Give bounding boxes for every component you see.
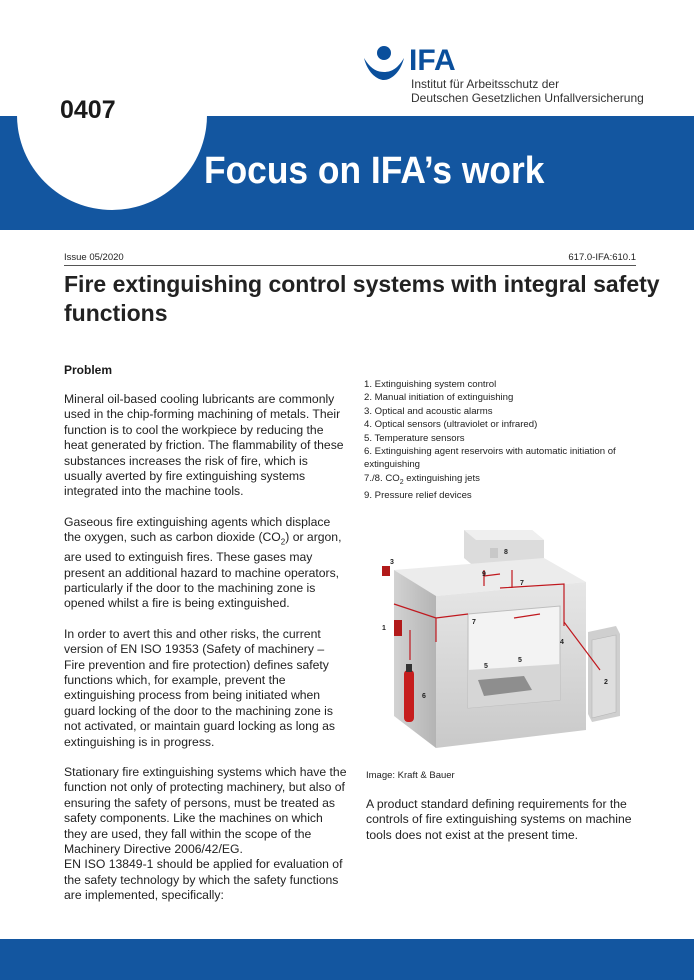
figure-caption: Image: Kraft & Bauer: [366, 770, 455, 781]
figure-legend: [364, 378, 664, 503]
institute-line-2: Deutschen Gesetzlichen Unfallversicherung: [411, 91, 644, 105]
legend-item: 2. Manual initiation of extinguishing: [364, 392, 514, 404]
issue-date: Issue 05/2020: [64, 252, 124, 263]
paragraph-3: In order to avert this and other risks, the current version of EN ISO 19353 (Safety of machinery – Fire prevention and fire protection) defines safety functions which, for example, prevent the extinguishing process from being initiated when guard locking of the door to the machining zone is not activated, or maintain guard locking as long as extinguishing is in progress.: [64, 626, 335, 749]
legend-item: 6. Extinguishing agent reservoirs with automatic initiation of extinguishing: [364, 446, 616, 471]
document-code: 617.0-IFA:610.1: [568, 252, 636, 263]
right-column-text: A product standard defining requirements for the controls of fire extinguishing systems on machine tools does not exist at the present time.: [366, 797, 632, 842]
legend-item: 4. Optical sensors (ultraviolet or infrared): [364, 419, 538, 431]
dguv-eagle-icon: [362, 44, 406, 82]
legend-item: 7./8. $CO_2$ extinguishing jets: [364, 472, 480, 486]
label-8: 8: [504, 549, 508, 556]
footer-band: [0, 939, 694, 980]
left-column: [64, 392, 348, 919]
label-4: 4: [560, 639, 564, 646]
label-3: 3: [390, 559, 394, 566]
issue-number: 0407: [60, 96, 116, 124]
section-heading: Problem: [64, 363, 113, 377]
label-2: 2: [604, 679, 608, 686]
paragraph-4: Stationary fire extinguishing systems which have the function not only of protecting machinery, but also of ensuring the safety of persons, must be treated as safety components. Like the machines on which they are used, they fall within the scope of the Machinery Directive 2006/42/EG.: [64, 764, 347, 856]
header-rule: [64, 265, 636, 266]
band-title: Focus on IFA’s work: [204, 150, 545, 192]
page-title: Fire extinguishing control systems with integral safety functions: [64, 271, 660, 326]
label-6: 6: [422, 693, 426, 700]
label-5b: 5: [518, 657, 522, 664]
legend-item: 9. Pressure relief devices: [364, 490, 472, 502]
label-7b: 7: [520, 580, 524, 587]
legend-item: 3. Optical and acoustic alarms: [364, 405, 493, 417]
label-1: 1: [382, 625, 386, 632]
ifa-logo: [362, 44, 652, 104]
label-7a: 7: [472, 619, 476, 626]
logo-text: IFA: [409, 44, 456, 77]
paragraph-5: EN ISO 13849-1 should be applied for evaluation of the safety technology by which the safety functions are implemented, specifically:: [64, 857, 343, 903]
legend-item: 1. Extinguishing system control: [364, 379, 497, 390]
machine-illustration: [364, 530, 632, 766]
institute-line-1: Institut für Arbeitsschutz der: [411, 77, 560, 91]
paragraph-2: Gaseous fire extinguishing agents which displace the oxygen, such as carbon dioxide $(CO_2)$ or argon, are used to extinguish fires. These gases may present an additional hazard to machine operators, particularly if the door to the machining zone is opened whilst a fire is being extinguished.: [64, 514, 342, 611]
label-9: 9: [482, 571, 486, 578]
label-5a: 5: [484, 663, 488, 670]
paragraph-1: Mineral oil-based cooling lubricants are commonly used in the chip-forming machining of metals. Their function is to cool the workpiece by reducing the heat generated by friction. The flammability of these substances increases the risk of fire, which is usually averted by fire extinguishing systems integrated into the machine tools.: [64, 392, 344, 499]
legend-item: 5. Temperature sensors: [364, 432, 465, 444]
